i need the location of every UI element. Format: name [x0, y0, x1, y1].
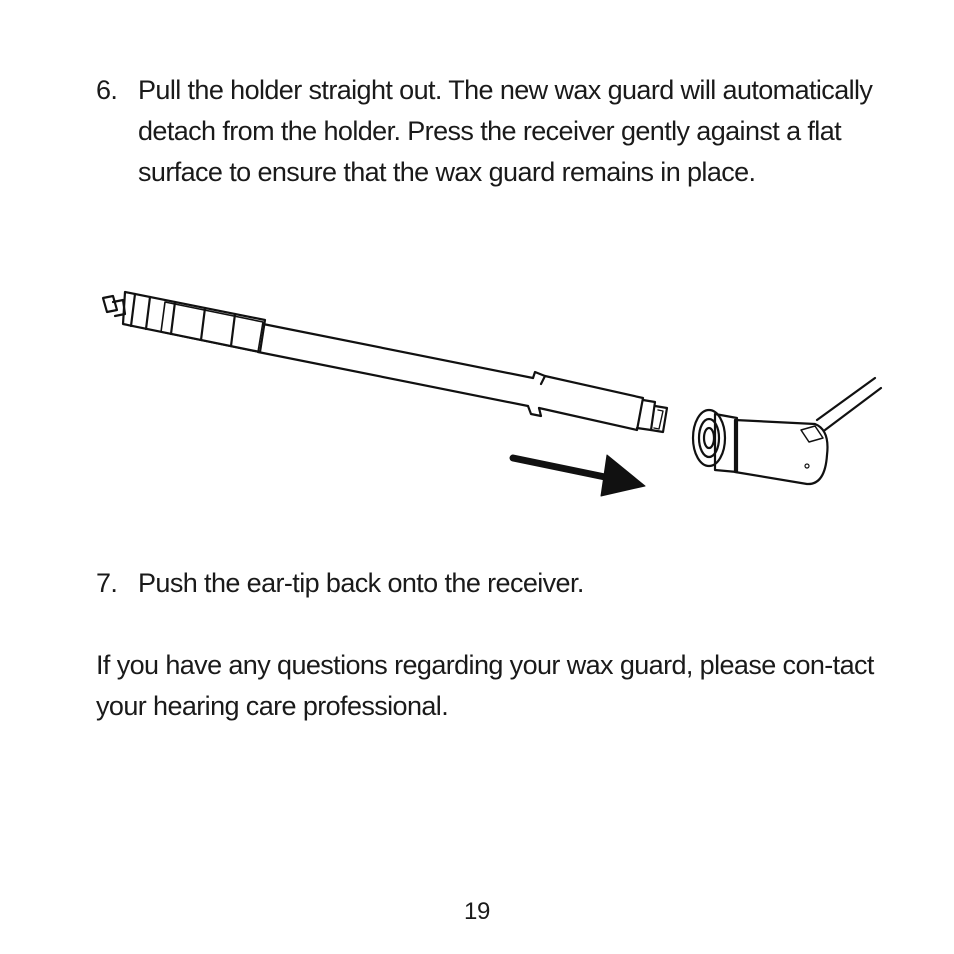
wax-guard-illustration: [95, 280, 885, 530]
step-7-text: Push the ear-tip back onto the receiver.: [138, 568, 584, 598]
step-6: [96, 70, 876, 193]
step-6-number: 6.: [96, 75, 118, 105]
step-7: [96, 563, 876, 604]
receiver-icon: [693, 378, 881, 484]
pull-direction-arrow-icon: [513, 455, 645, 496]
step-7-number: 7.: [96, 568, 118, 598]
step-6-text: Pull the holder straight out. The new wax guard will automatically detach from the holder. Press the receiver gently against a flat surface to ensure that the wax guard remains in place.: [138, 75, 873, 187]
page-number: 19: [463, 898, 491, 925]
contact-note: If you have any questions regarding your wax guard, please con-tact your hearing care professional.: [96, 650, 874, 721]
wax-guard-holder-icon: [103, 292, 667, 432]
